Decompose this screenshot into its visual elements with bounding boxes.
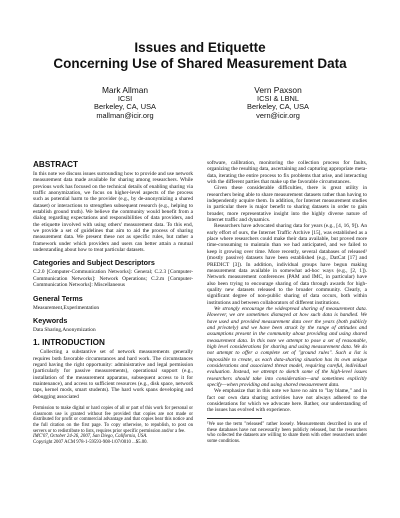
introduction-text: Collecting a substantive set of network measurements generally requires both favorable circumstances and hard work. The circumstances regard having the right opportunity: administrative and legal permission (particularly for passive measurements), operational support (e.g., installation of the measurement apparatus, subsequent access to it for maintenance), and access to sufficient resources (e.g., disk space, network taps, kernel mods, smart students). The hard work spans developing and debugging associated <box>33 349 193 400</box>
author-location: Berkeley, CA, USA <box>247 102 309 112</box>
author-block <box>0 86 400 130</box>
keywords-heading: Keywords <box>33 315 68 325</box>
general-terms-heading: General Terms <box>33 293 83 303</box>
general-terms-text: Measurement,Experimentation <box>33 304 100 311</box>
right-column <box>207 160 367 445</box>
author-email: vern@icir.org <box>256 110 300 120</box>
author-name: Vern Paxson <box>254 85 302 95</box>
author-2 <box>203 86 353 120</box>
author-affiliation: ICSI & LBNL <box>257 93 299 103</box>
introduction-heading: 1. INTRODUCTION <box>33 338 105 348</box>
author-name: Mark Allman <box>101 85 149 95</box>
author-email: mallman@icir.org <box>96 110 154 120</box>
author-1 <box>50 86 200 120</box>
title-line-2: Concerning Use of Shared Measurement Data <box>53 56 347 71</box>
body-paragraph: Given these considerable difficulties, there is great utility in researchers being able to share measurement datasets rather than having to independently acquire them. In addition, for Internet measurement studies in particular there is major benefit to sharing datasets in order to gain broader, more representative insight into the highly diverse nature of Internet traffic and dynamics. <box>207 185 367 224</box>
body-paragraph: Researchers have advocated sharing data for years (e.g., [4, 16, 9]). An early effort of ours, the Internet Traffic Archive [15], was established as a place where researchers could make their data available, but proved more time-consuming to maintain than we had anticipated, and we failed to keep it growing over time. More recently, several databases of released¹ (mostly passive) datasets have been established (e.g., DatCat [17] and PREDICT [3]). In addition, individual groups have begun making measurement data available in somewhat ad-hoc ways (e.g., [2, 1]). Network measurement conferences (PAM and IMC, in particular) have also been trying to encourage sharing of data through awards for high-quality new datasets released to the broader community. Clearly, a significant degree of non-public sharing of data occurs, both within institutions and between collaborators of different institutions. <box>207 223 367 306</box>
abstract-text: In this note we discuss issues surrounding how to provide and use network measurement data made available for sharing among researchers. While previous work has focused on the technical details of enabling sharing via traffic anonymization, we focus on higher-level aspects of the process such as potential harm to the provider (e.g., by de-anonymizing a shared dataset) or interactions to strengthen subsequent research (e.g., helping to establish ground truth). We believe the community would benefit from a dialog regarding expectations and responsibilities of data providers, and the etiquette involved with using others' measurement data. To this end, we provide a set of guidelines that aim to aid the process of sharing measurement data. We present these not as specific rules, but rather a framework under which providers and users can better attain a mutual understanding about how to treat particular datasets. <box>33 171 193 254</box>
body-paragraph: We emphasize that in this note we have no aim to "lay blame," and in fact our own data sharing activities have not always adhered to the considerations for which we advocate here. Rather, our understanding of the issues has evolved with experience. <box>207 388 367 414</box>
abstract-heading: ABSTRACT <box>33 160 79 169</box>
venue-line: IMC'07, October 24-26, 2007, San Diego, California, USA. <box>33 434 148 440</box>
footnote-text: ¹We use the term "released" rather loosely. Measurements described in one of these databases have not necessarily been publicly released, but the researchers who collected the datasets are willing to share them with other researchers under some conditions. <box>207 421 367 445</box>
author-location: Berkeley, CA, USA <box>94 102 156 112</box>
keywords-text: Data Sharing,Anonymization <box>33 326 96 333</box>
copyright-line: Copyright 2007 ACM 978-1-59593-908-1/07/0010 ...$5.00. <box>33 440 148 446</box>
title-line-1: Issues and Etiquette <box>134 40 266 55</box>
body-paragraph: software, calibration, monitoring the collection process for faults, organizing the resulting data, ascertaining and capturing appropriate meta-data, iterating the entire process to fix problems that arise, and interacting with the different parties that make up the favorable circumstances. <box>207 160 367 186</box>
paper-title <box>0 40 400 72</box>
footnote-rule <box>207 418 262 419</box>
categories-heading: Categories and Subject Descriptors <box>33 258 155 268</box>
categories-text: C.2.0 [Computer-Communication Networks]: General; C.2.3 [Computer-Communication Networks]: Network Operations; C.2.m [Computer-Communication Networks]: Miscellaneous <box>33 269 193 289</box>
body-paragraph: We strongly encourage the widespread sharing of measurement data. However, we are sometimes dismayed at how such data is handled. We have used and provided measurement data over the years (both publicly and privately) and we have been struck by the range of attitudes and assumptions present in the community about providing and using shared measurement data. In this note we attempt to pose a set of reasonable, high level considerations for sharing and using measurement data. We do not attempt to offer a complete set of "ground rules". Such a list is impossible to create, as each data-sharing situation has its own unique considerations and associated threat model, requiring careful, individual evaluation. Instead, we attempt to sketch some of the high-level issues researchers should take into consideration—and sometimes explicitly specify—when providing and using shared measurement data. <box>207 305 367 389</box>
left-column <box>33 160 193 446</box>
permission-notice: Permission to make digital or hard copies of all or part of this work for personal or classroom use is granted without fee provided that copies are not made or distributed for profit or commercial advantage and that copies bear this notice and the full citation on the first page. To copy otherwise, to republish, to post on servers or to redistribute to lists, requires prior specific permission and/or a fee. <box>33 405 193 434</box>
author-affiliation: ICSI <box>117 93 133 103</box>
